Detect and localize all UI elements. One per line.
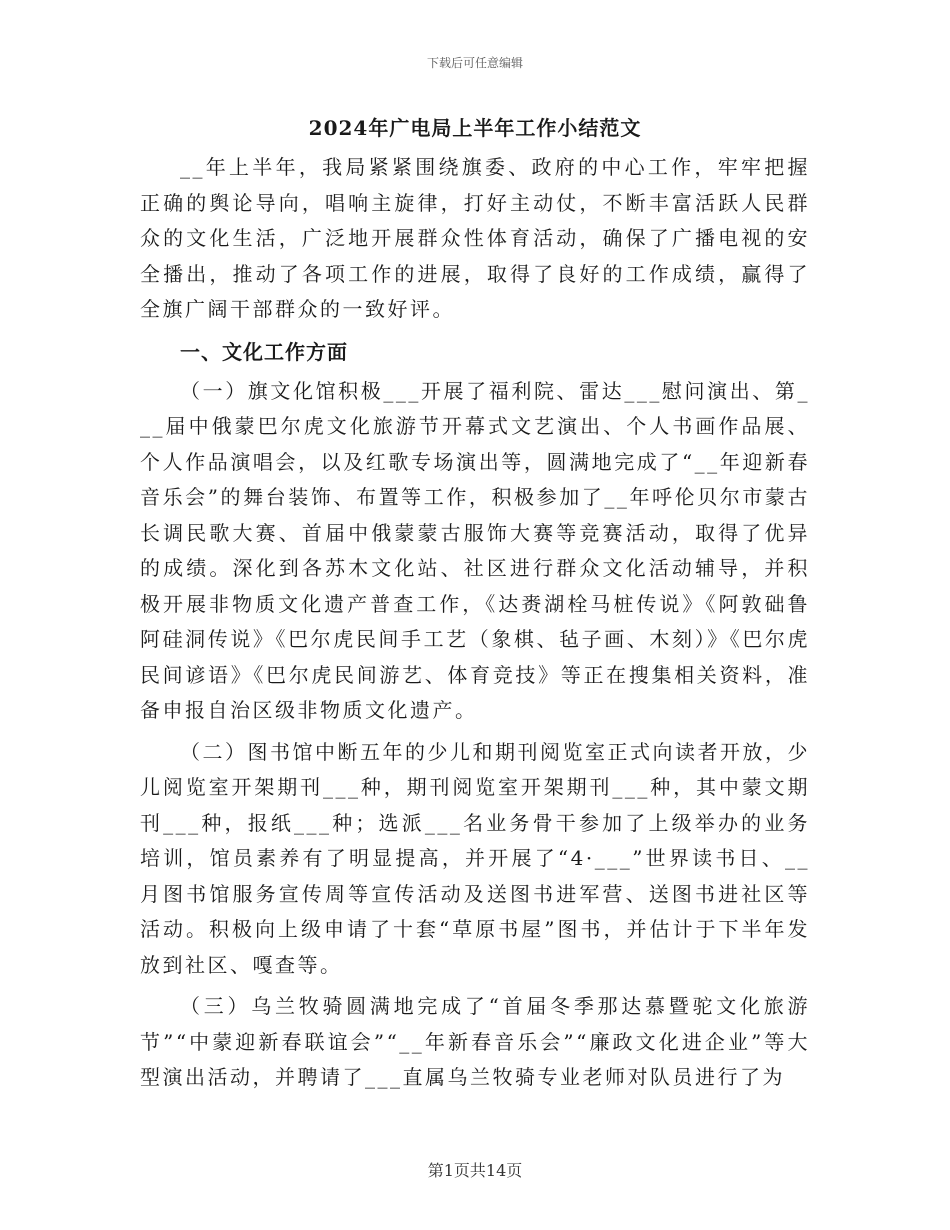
document-body: [140, 110, 810, 1102]
page-number: 第1页共14页: [427, 1161, 523, 1180]
section-heading-culture: 一、文化工作方面: [180, 339, 348, 364]
intro-paragraph: __年上半年，我局紧紧围绕旗委、政府的中心工作，牢牢把握正确的舆论导向，唱响主旋律，打好主动仗，不断丰富活跃人民群众的文化生活，广泛地开展群众性体育活动，确保了广播电视的安全播出，推动了各项工作的进展，取得了良好的工作成绩，赢得了全旗广阔干部群众的一致好评。: [140, 155, 810, 321]
header-note: 下载后可任意编辑: [426, 56, 523, 70]
paragraph-cultural-center: （一）旗文化馆积极___开展了福利院、雷达___慰问演出、第___届中俄蒙巴尔虎文化旅游节开幕式文艺演出、个人书画作品展、个人作品演唱会，以及红歌专场演出等，圆满地完成了“__年迎新春音乐会”的舞台装饰、布置等工作，积极参加了__年呼伦贝尔市蒙古长调民歌大赛、首届中俄蒙蒙古服饰大赛等竞赛活动，取得了优异的成绩。深化到各苏木文化站、社区进行群众文化活动辅导，并积极开展非物质文化遗产普查工作，《达赉湖栓马桩传说》《阿敦础鲁阿硅洞传说》《巴尔虎民间手工艺（象棋、毡子画、木刻）》《巴尔虎民间谚语》《巴尔虎民间游艺、体育竞技》等正在搜集相关资料，准备申报自治区级非物质文化遗产。: [140, 378, 810, 722]
paragraph-ulan-muqir: （三）乌兰牧骑圆满地完成了“首届冬季那达慕暨驼文化旅游节”“中蒙迎新春联谊会”“__年新春音乐会”“廉政文化进企业”等大型演出活动，并聘请了___直属乌兰牧骑专业老师对队员进行了为: [140, 994, 810, 1089]
paragraph-library: （二）图书馆中断五年的少儿和期刊阅览室正式向读者开放，少儿阅览室开架期刊___种，期刊阅览室开架期刊___种，其中蒙文期刊___种，报纸___种；选派___名业务骨干参加了上级举办的业务培训，馆员素养有了明显提高，并开展了“4·___”世界读书日、__月图书馆服务宣传周等宣传活动及送图书进军营、送图书进社区等活动。积极向上级申请了十套“草原书屋”图书，并估计于下半年发放到社区、嘎查等。: [140, 739, 810, 977]
document-title: 2024年广电局上半年工作小结范文: [308, 116, 642, 140]
